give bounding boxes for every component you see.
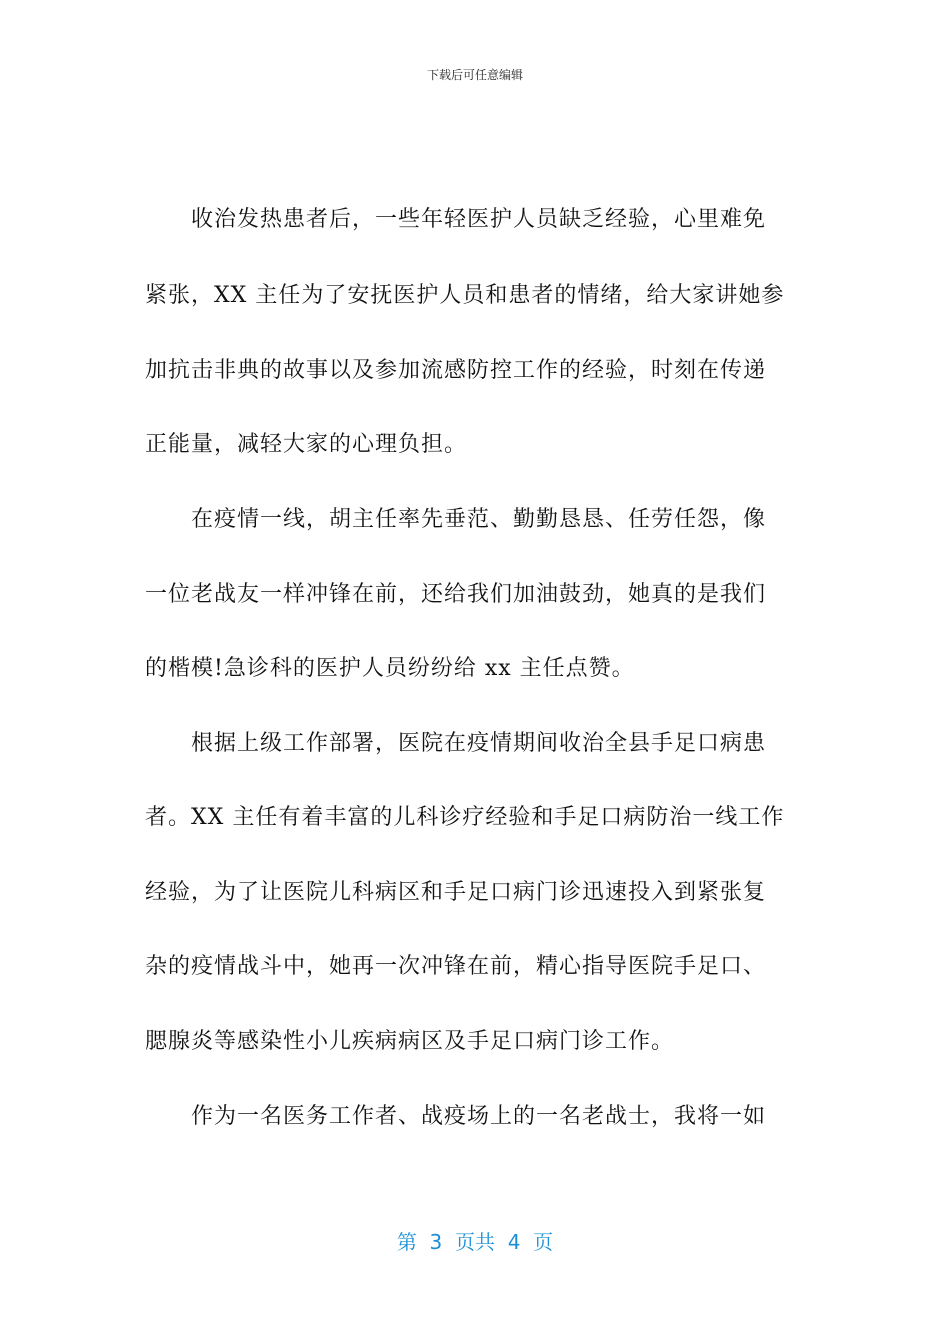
- document-header-note: 下载后可任意编辑: [426, 68, 523, 82]
- body-line: 根据上级工作部署，医院在疫情期间收治全县手足口病患: [145, 731, 767, 756]
- body-line: 作为一名医务工作者、战疫场上的一名老战士，我将一如: [145, 1104, 767, 1129]
- body-line: 在疫情一线，胡主任率先垂范、勤勤恳恳、任劳任怨，像: [145, 507, 767, 532]
- body-line: 的楷模!急诊科的医护人员纷纷给 xx 主任点赞。: [145, 656, 635, 681]
- body-line: 加抗击非典的故事以及参加流感防控工作的经验，时刻在传递: [145, 358, 767, 383]
- body-line: 紧张，XX 主任为了安抚医护人员和患者的情绪，给大家讲她参: [145, 283, 785, 308]
- body-line: 正能量，减轻大家的心理负担。: [145, 432, 468, 457]
- body-line: 杂的疫情战斗中，她再一次冲锋在前，精心指导医院手足口、: [145, 954, 767, 979]
- page-number-footer: 第 3 页共 4 页: [396, 1230, 554, 1254]
- body-line: 者。XX 主任有着丰富的儿科诊疗经验和手足口病防治一线工作: [145, 805, 785, 830]
- body-line: 一位老战友一样冲锋在前，还给我们加油鼓劲，她真的是我们: [145, 582, 767, 607]
- body-line: 经验，为了让医院儿科病区和手足口病门诊迅速投入到紧张复: [145, 880, 767, 905]
- body-line: 腮腺炎等感染性小儿疾病病区及手足口病门诊工作。: [145, 1029, 675, 1054]
- body-line: 收治发热患者后，一些年轻医护人员缺乏经验，心里难免: [145, 207, 767, 232]
